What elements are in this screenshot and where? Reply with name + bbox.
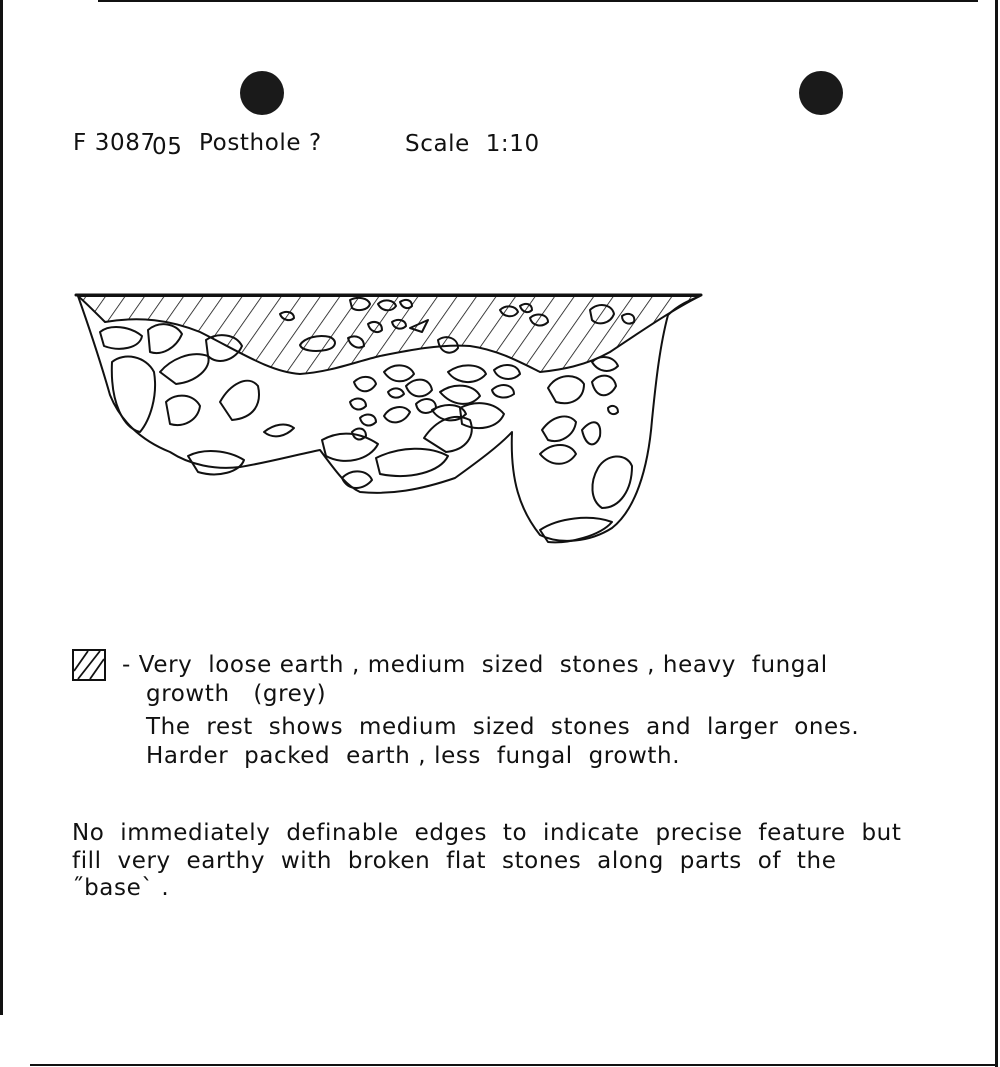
stone	[592, 456, 632, 508]
stone	[384, 407, 410, 422]
stone	[592, 357, 618, 371]
legend-hatch-description-1: - Very loose earth , medium sized stones , heavy fungal	[122, 652, 828, 678]
stone	[376, 449, 448, 476]
stone	[100, 327, 142, 349]
stone	[492, 385, 514, 397]
stone	[166, 396, 200, 425]
stone	[342, 471, 372, 488]
stone	[448, 365, 486, 382]
notes-line-2: fill very earthy with broken flat stones along parts of the	[72, 848, 837, 874]
stone	[608, 406, 618, 414]
stone	[160, 354, 209, 384]
stone	[582, 422, 600, 444]
stone	[548, 376, 584, 403]
stone	[112, 357, 155, 432]
stone	[188, 451, 244, 474]
stone	[592, 376, 616, 396]
legend-rest-description-1: The rest shows medium sized stones and larger ones.	[146, 714, 860, 740]
stone	[494, 365, 520, 379]
legend-hatch-description-2: growth (grey)	[146, 681, 327, 707]
stone	[148, 324, 182, 353]
stone	[350, 399, 366, 410]
stone	[406, 380, 432, 397]
stone	[388, 388, 404, 397]
legend-rest-description-2: Harder packed earth , less fungal growth.	[146, 743, 681, 769]
stone	[264, 425, 294, 437]
stone	[460, 403, 504, 428]
scale-label: Scale 1:10	[405, 131, 540, 157]
feature-number: 05	[152, 134, 183, 160]
notes-line-1: No immediately definable edges to indicate precise feature but	[72, 820, 902, 846]
stone	[360, 415, 376, 426]
stone	[384, 365, 414, 381]
feature-type: Posthole ?	[199, 130, 322, 156]
stone	[322, 434, 378, 461]
stone	[354, 377, 376, 391]
stone	[542, 416, 576, 441]
stone	[440, 386, 480, 404]
hatch-legend-swatch	[72, 649, 106, 681]
stone	[220, 381, 259, 420]
feature-id: F 3087	[73, 130, 156, 156]
stone	[424, 417, 472, 452]
notes-line-3: ˝baseˋ .	[72, 875, 170, 901]
stone	[540, 445, 576, 464]
